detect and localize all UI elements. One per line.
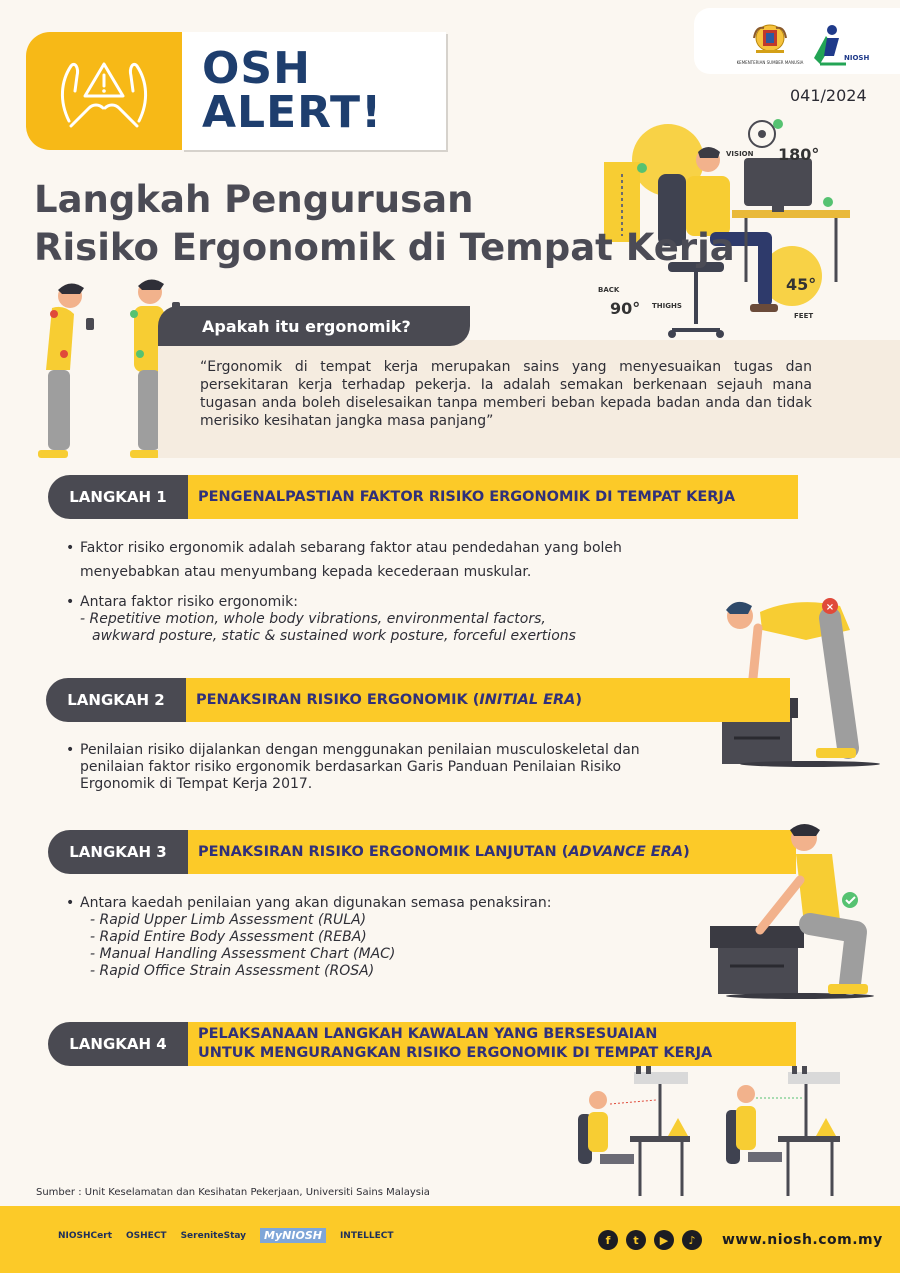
step-3-label: LANGKAH 3	[48, 830, 188, 874]
step-1-bullet-1-line-1: • Faktor risiko ergonomik adalah sebarang faktor atau pendedahan yang boleh	[80, 540, 622, 556]
step-2-title-end: )	[575, 691, 583, 708]
step-3-bullet: • Antara kaedah penilaian yang akan digunakan semasa penaksiran:	[66, 894, 686, 912]
step-2-header	[46, 678, 790, 722]
hands-warning-icon	[26, 32, 182, 150]
intro-quote: “Ergonomik di tempat kerja merupakan sains yang menyesuaikan tugas dan persekitaran kerja terhadap pekerja. Ia adalah semakan berkenaan sejauh mana tugasan anda boleh diselesaikan tanpa memberi beban kepada badan anda dan tidak merisiko kesihatan jangka masa panjang”	[200, 359, 812, 429]
step-1-bullet-1-line-2: menyebabkan atau menyumbang kepada kecederaan muskular.	[80, 564, 532, 580]
label-back: BACK	[598, 286, 620, 294]
main-title-line-2: Risiko Ergonomik di Tempat Kerja	[34, 226, 735, 269]
alert-line-1: OSH	[202, 43, 311, 94]
niosh-logo-icon	[814, 25, 846, 64]
source-note: Sumber : Unit Keselamatan dan Kesihatan Pekerjaan, Universiti Sains Malaysia	[36, 1187, 430, 1198]
facebook-icon[interactable]: f	[598, 1230, 618, 1250]
social-links	[598, 1230, 702, 1250]
step-4-title-line-2: UNTUK MENGURANGKAN RISIKO ERGONOMIK DI TEMPAT KERJA	[198, 1045, 713, 1061]
step-3-header	[48, 830, 796, 874]
osh-alert-banner	[26, 32, 446, 150]
partner-logos	[58, 1228, 393, 1243]
step-2-line-1: • Penilaian risiko dijalankan dengan menggunakan penilaian musculoskeletal dan	[80, 742, 640, 758]
step-1-title: PENGENALPASTIAN FAKTOR RISIKO ERGONOMIK DI TEMPAT KERJA	[188, 475, 798, 519]
ministry-logo-text: KEMENTERIAN SUMBER MANUSIA	[736, 60, 804, 65]
logo-serenitestay: SereniteStay	[180, 1230, 247, 1241]
step-1-risk-factors-line-2: awkward posture, static & sustained work posture, forceful exertions	[92, 628, 576, 644]
main-title-line-1: Langkah Pengurusan	[34, 178, 474, 221]
label-90: 90°	[610, 299, 641, 318]
step-2-bullet	[66, 742, 726, 793]
bad-posture-figure	[38, 283, 94, 458]
step-3-title-end: )	[683, 843, 690, 860]
step-1-risk-factors-line-1: - Repetitive motion, whole body vibrations, environmental factors,	[80, 611, 546, 627]
step-2-content	[66, 742, 726, 793]
label-45: 45°	[786, 275, 817, 294]
method-mac: - Manual Handling Assessment Chart (MAC)	[90, 946, 396, 962]
label-vision: VISION	[726, 150, 754, 158]
ministry-crest-icon	[754, 25, 786, 53]
workstation-bad	[578, 1066, 690, 1196]
youtube-icon[interactable]: ▶	[654, 1230, 674, 1250]
label-180: 180°	[778, 145, 820, 164]
logo-myniosh: MyNIOSH	[260, 1228, 326, 1243]
step-2-line-2: penilaian faktor risiko ergonomik berdasarkan Garis Panduan Penilaian Risiko	[80, 759, 622, 775]
agency-logos	[694, 8, 900, 74]
step-2-title	[186, 678, 790, 722]
website-link[interactable]: www.niosh.com.my	[722, 1232, 883, 1248]
step-2-label: LANGKAH 2	[46, 678, 186, 722]
step-2-line-3: Ergonomik di Tempat Kerja 2017.	[80, 776, 313, 792]
method-rosa: - Rapid Office Strain Assessment (ROSA)	[90, 963, 375, 979]
step-1-content	[66, 536, 706, 645]
logo-nioshcert: NIOSHCert	[58, 1230, 112, 1241]
logo-oshect: OSHECT	[126, 1230, 167, 1241]
step-4-header	[48, 1022, 796, 1066]
step-1-header	[48, 475, 798, 519]
tiktok-icon[interactable]: ♪	[682, 1230, 702, 1250]
svg-text:×: ×	[825, 602, 835, 613]
step-2-title-text: PENAKSIRAN RISIKO ERGONOMIK (	[196, 691, 480, 708]
step-1-bullet-2: • Antara faktor risiko ergonomik:	[66, 594, 706, 611]
workstation-good	[726, 1066, 840, 1196]
step-4-title	[188, 1022, 796, 1066]
method-rula: - Rapid Upper Limb Assessment (RULA)	[90, 912, 367, 928]
logo-intellect: INTELLECT	[339, 1230, 394, 1241]
label-feet: FEET	[794, 312, 814, 320]
step-3-title-text: PENAKSIRAN RISIKO ERGONOMIK LANJUTAN (	[198, 843, 569, 860]
method-reba: - Rapid Entire Body Assessment (REBA)	[90, 929, 367, 945]
workstation-illustration	[570, 1070, 870, 1200]
step-3-title-italic: ADVANCE ERA	[568, 843, 684, 860]
twitter-icon[interactable]: t	[626, 1230, 646, 1250]
label-thighs: THIGHS	[652, 302, 682, 310]
step-1-bullet-1	[66, 536, 706, 584]
step-4-label: LANGKAH 4	[48, 1022, 188, 1066]
niosh-logo-text: NIOSH	[844, 54, 870, 62]
step-2-title-italic: INITIAL ERA	[479, 691, 576, 708]
step-4-title-line-1: PELAKSANAAN LANGKAH KAWALAN YANG BERSESUAIAN	[198, 1026, 658, 1042]
main-title	[34, 176, 735, 272]
intro-question: Apakah itu ergonomik?	[158, 306, 470, 346]
alert-title	[182, 32, 446, 150]
step-3-content	[66, 894, 686, 980]
alert-line-2: ALERT!	[202, 87, 383, 138]
reference-number: 041/2024	[790, 86, 867, 105]
step-1-label: LANGKAH 1	[48, 475, 188, 519]
good-lifting-illustration	[700, 820, 880, 1000]
